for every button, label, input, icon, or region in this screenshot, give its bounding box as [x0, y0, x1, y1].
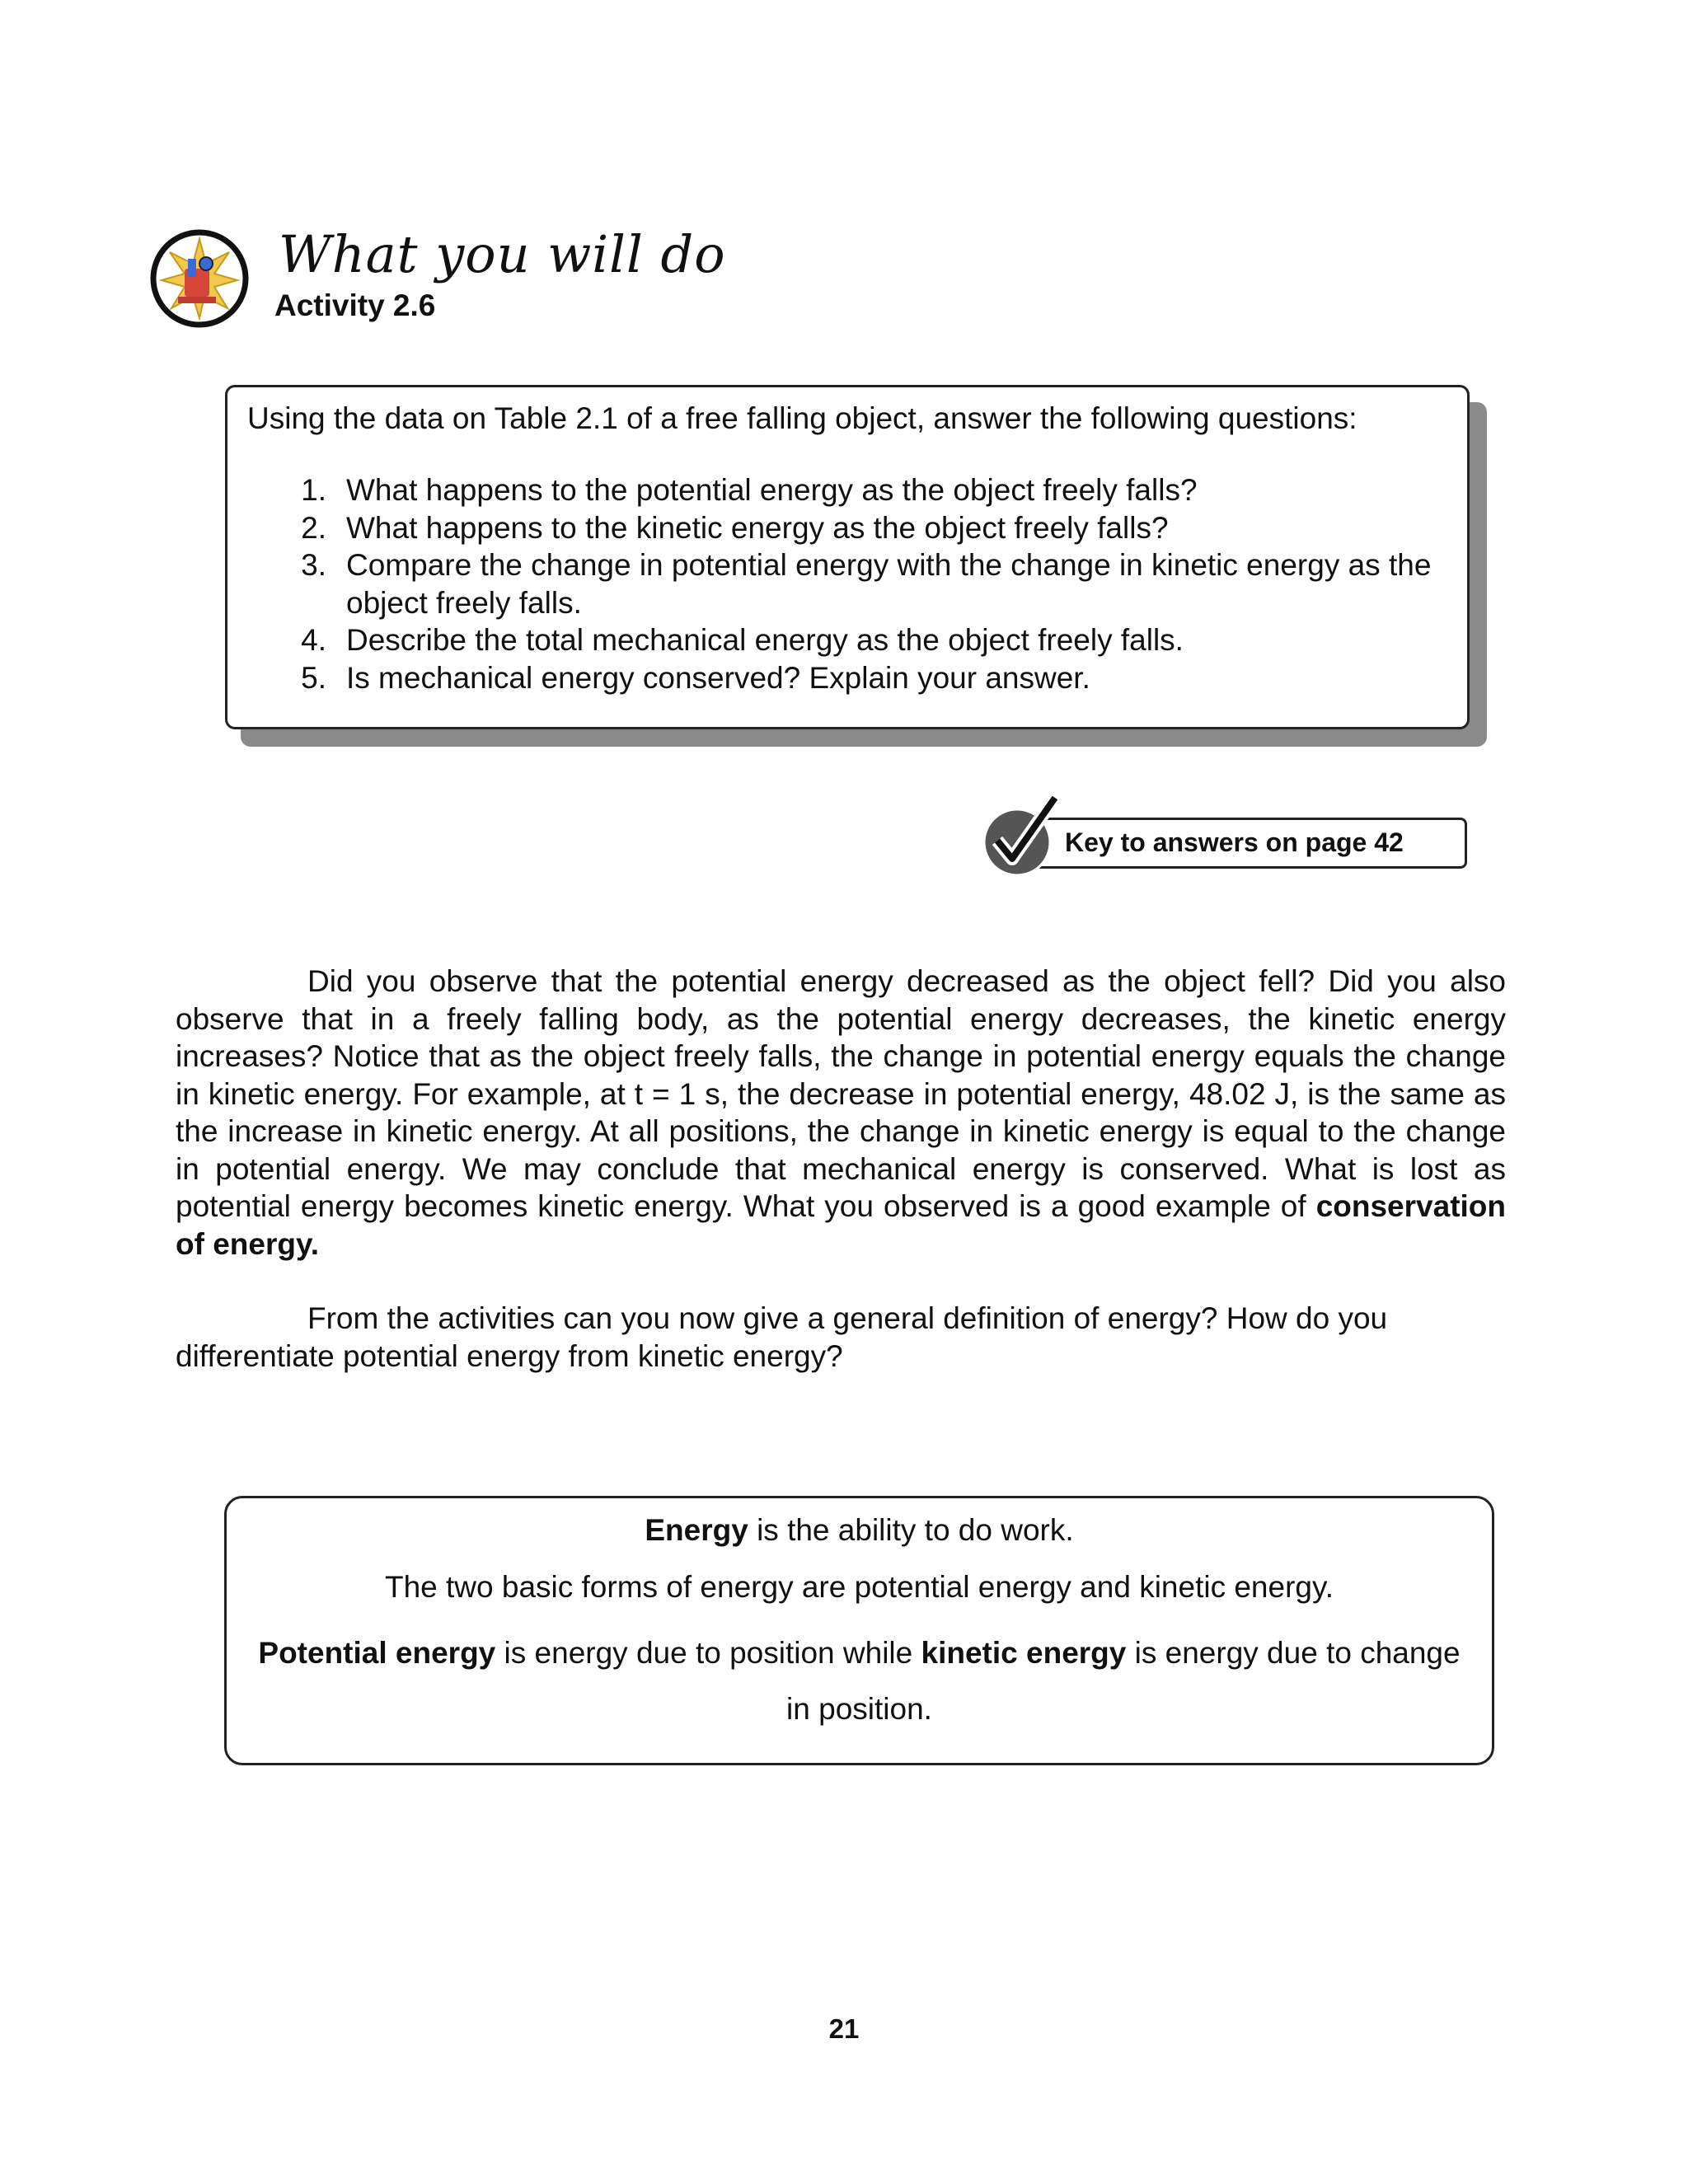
list-item — [288, 621, 1442, 659]
question-text: Is mechanical energy conserved? Explain your answer. — [346, 660, 1090, 695]
definition-text: is the ability to do work. — [748, 1513, 1074, 1547]
body-paragraph — [176, 963, 1506, 1263]
question-number: 1. — [301, 473, 326, 507]
question-number: 2. — [301, 510, 326, 545]
list-item — [288, 509, 1442, 547]
question-number: 3. — [301, 548, 326, 582]
question-text: What happens to the kinetic energy as the object freely falls? — [346, 510, 1169, 545]
section-title: What you will do — [279, 224, 726, 284]
list-item — [288, 659, 1442, 697]
list-item — [288, 546, 1442, 621]
list-item — [288, 471, 1442, 509]
key-to-answers-text: Key to answers on page 42 — [1065, 827, 1404, 857]
activity-label: Activity 2.6 — [274, 288, 436, 322]
checkmark-icon — [979, 790, 1070, 880]
definition-text: is energy due to position while — [495, 1636, 921, 1670]
question-text: Compare the change in potential energy with the change in kinetic energy as the object freely falls. — [346, 548, 1432, 620]
kinetic-energy-term: kinetic energy — [921, 1636, 1127, 1670]
conservation-term: conservation of energy. — [176, 1189, 1506, 1261]
paragraph-text: Did you observe that the potential energy decreased as the object fell? Did you also observe that in a freely falling body, as the potential energy decreases, the kinetic energy increases? Notice that as the object freely falls, the change in potential energy equals the change in kinetic energy. For example, at t = 1 s, the decrease in potential energy, 48.02 J, is the same as the increase in kinetic energy. At all positions, the change in kinetic energy is equal to the change in potential energy. We may conclude that mechanical energy is conserved. What is lost as potential energy becomes kinetic energy. What you observed is a good example of — [176, 964, 1506, 1223]
definition-pe-ke — [247, 1625, 1471, 1737]
activity-icon — [148, 227, 251, 330]
page-number: 21 — [828, 2013, 860, 2044]
potential-energy-term: Potential energy — [258, 1636, 496, 1670]
question-text: What happens to the potential energy as the object freely falls? — [346, 473, 1198, 507]
definition-energy — [247, 1511, 1471, 1549]
definition-text: is energy due to change in position. — [786, 1636, 1461, 1726]
question-list — [288, 471, 1442, 696]
question-number: 5. — [301, 660, 326, 695]
definition-forms: The two basic forms of energy are potential energy and kinetic energy. — [384, 1570, 1334, 1604]
body-paragraph: From the activities can you now give a general definition of energy? How do you differentiate potential energy from kinetic energy? — [176, 1301, 1388, 1373]
activity-intro: Using the data on Table 2.1 of a free falling object, answer the following questions: — [247, 401, 1357, 435]
question-text: Describe the total mechanical energy as the object freely falls. — [346, 623, 1184, 657]
question-number: 4. — [301, 623, 326, 657]
energy-term: Energy — [645, 1513, 748, 1547]
